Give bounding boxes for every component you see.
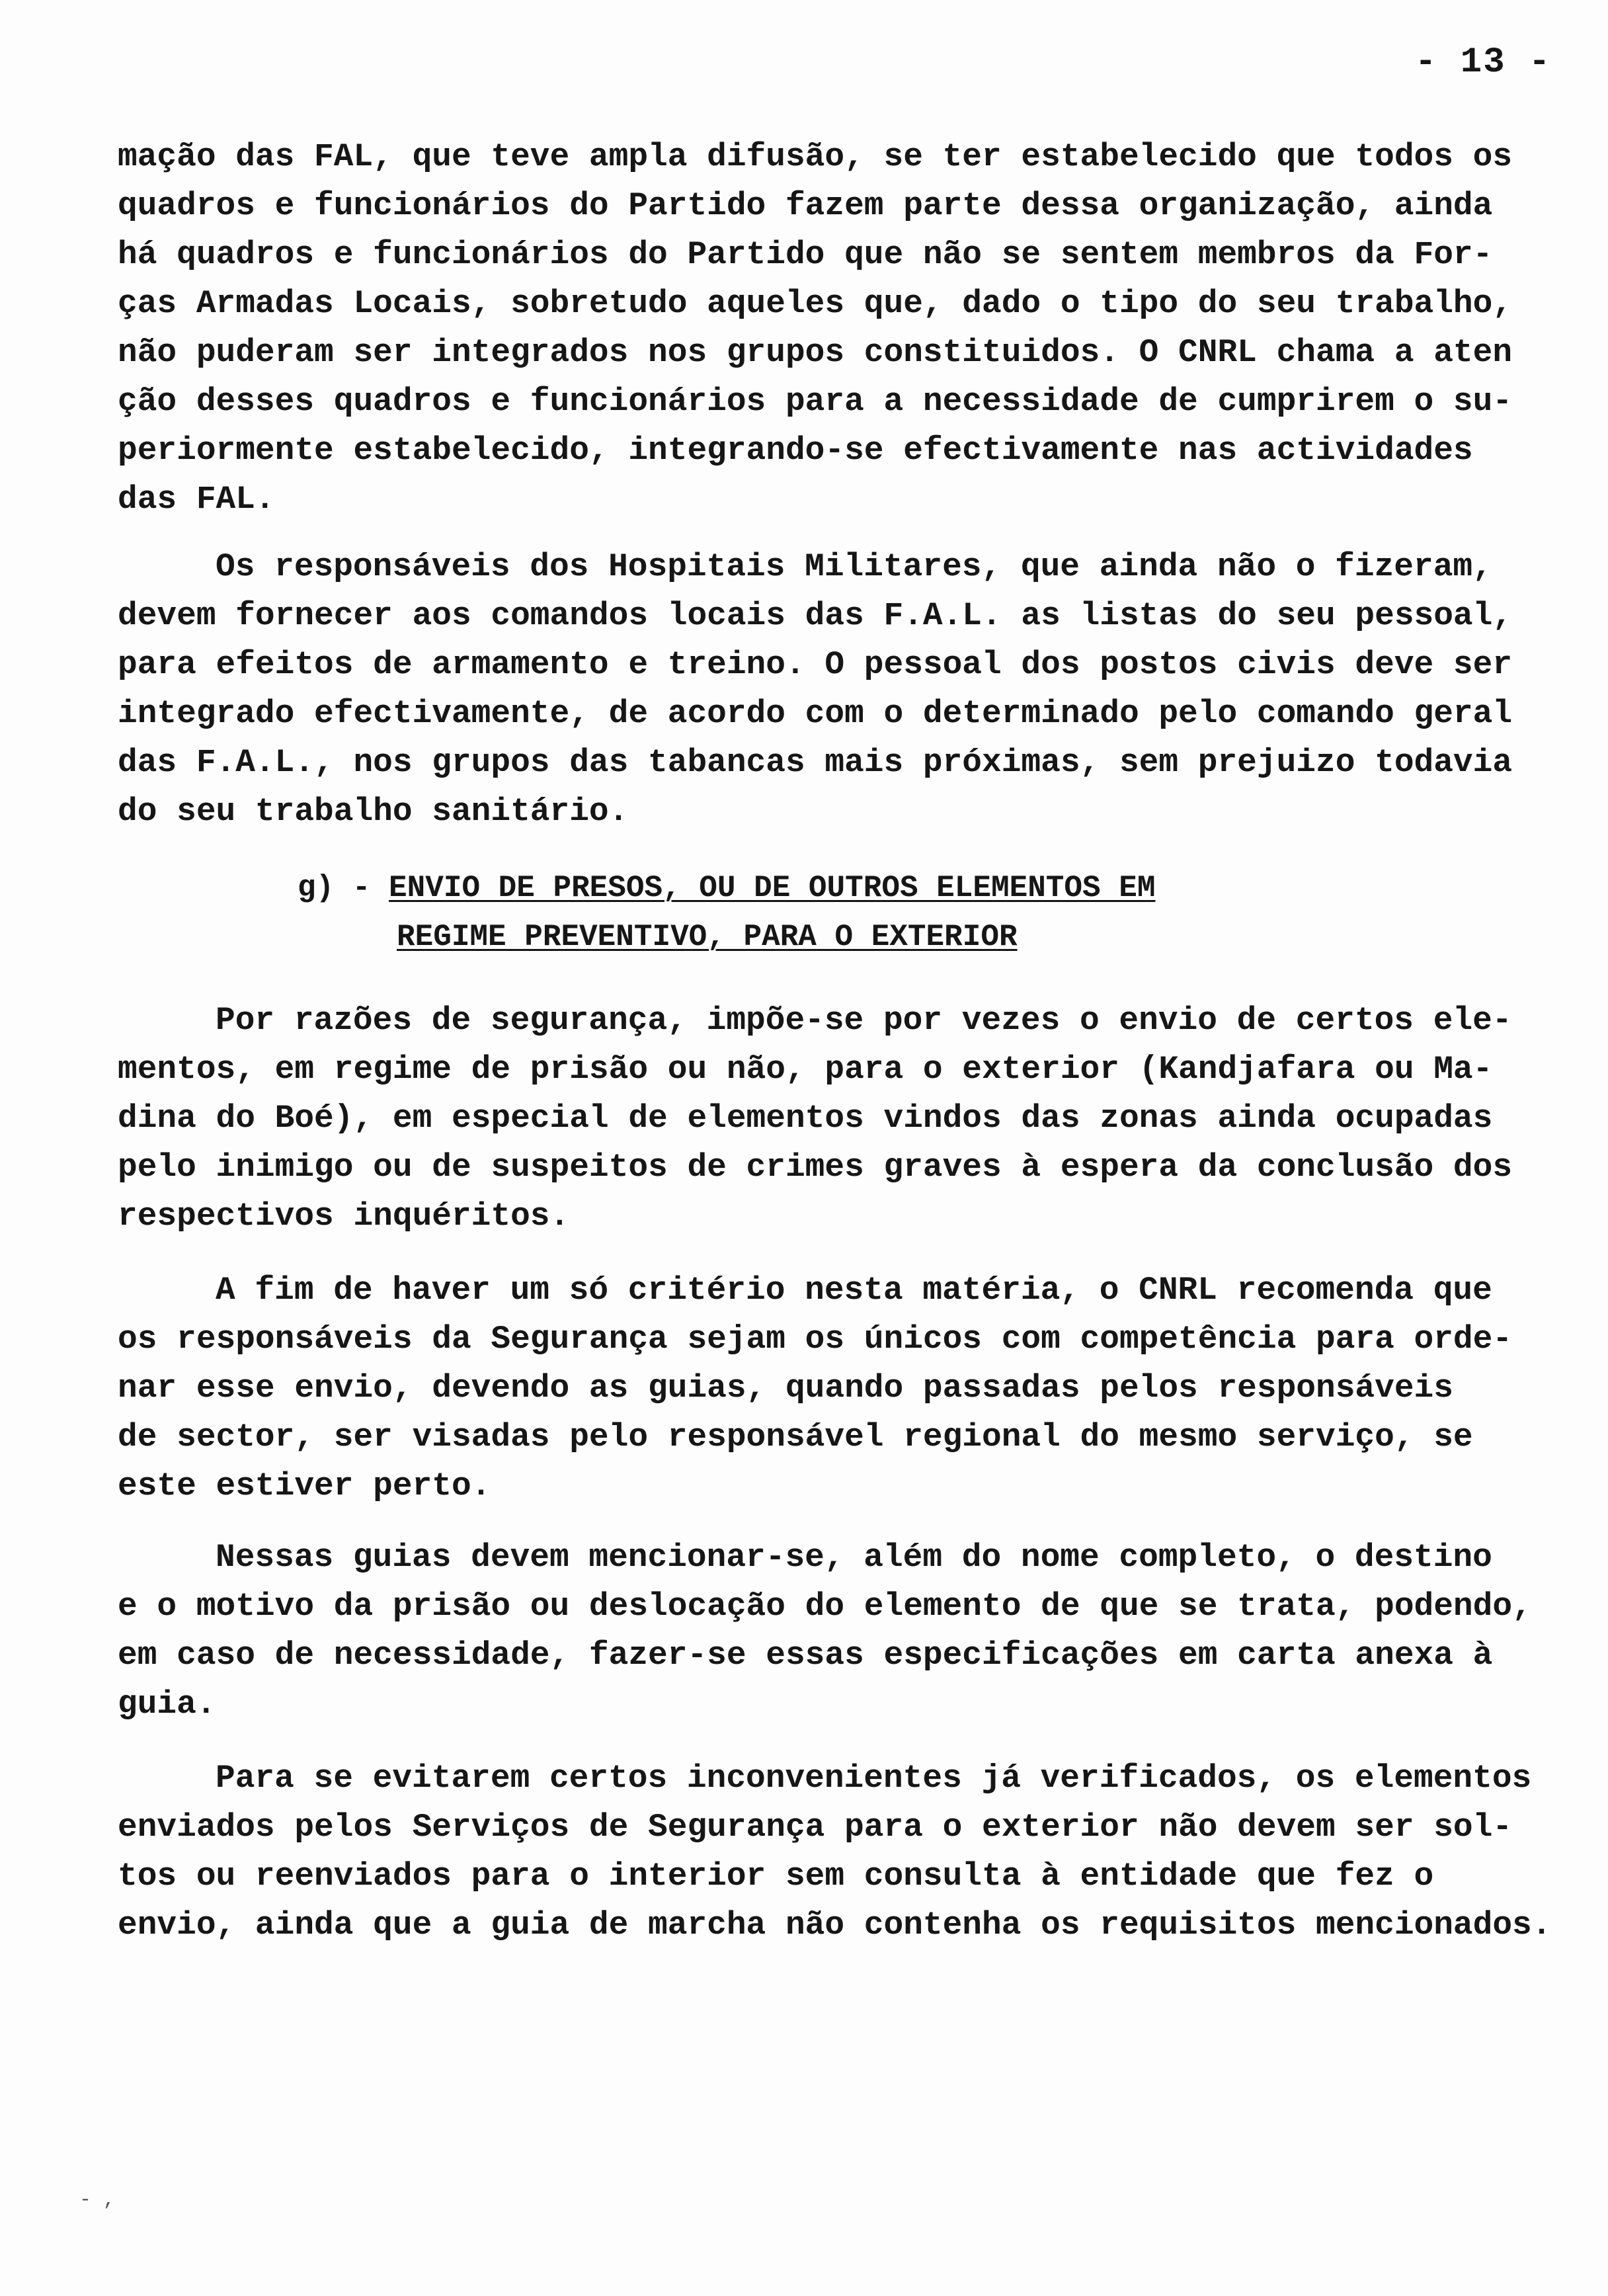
text-line: guia.: [118, 1686, 216, 1723]
section-heading: [298, 864, 1422, 962]
text-line: há quadros e funcionários do Partido que não se sentem membros da For-: [118, 236, 1493, 273]
text-line: do seu trabalho sanitário.: [118, 793, 629, 830]
text-line: não puderam ser integrados nos grupos constituidos. O CNRL chama a aten: [118, 334, 1513, 371]
text-line: das FAL.: [118, 481, 275, 518]
text-line: Os responsáveis dos Hospitais Militares, que ainda não o fizeram,: [216, 548, 1492, 585]
text-line: para efeitos de armamento e treino. O pessoal dos postos civis deve ser: [118, 646, 1513, 683]
paragraph-inconveniences: [118, 1754, 1552, 1949]
text-line: periormente estabelecido, integrando-se efectivamente nas actividades: [118, 432, 1473, 469]
page-number: - 13 -: [1415, 42, 1552, 83]
text-line: nar esse envio, devendo as guias, quando passadas pelos responsáveis: [118, 1370, 1453, 1407]
text-line: ças Armadas Locais, sobretudo aqueles que, dado o tipo do seu trabalho,: [118, 285, 1513, 322]
text-line: ção desses quadros e funcionários para a necessidade de cumprirem o su-: [118, 383, 1513, 420]
text-line: devem fornecer aos comandos locais das F.A.L. as listas do seu pessoal,: [118, 597, 1513, 634]
text-line: e o motivo da prisão ou deslocação do elemento de que se trata, podendo,: [118, 1588, 1532, 1625]
text-line: mação das FAL, que teve ampla difusão, se ter estabelecido que todos os: [118, 138, 1513, 175]
text-line: em caso de necessidade, fazer-se essas especificações em carta anexa à: [118, 1637, 1493, 1674]
section-heading-prefix: g) -: [298, 871, 389, 905]
margin-mark: - ,: [79, 2189, 116, 2211]
section-heading-line-1: [298, 864, 1422, 913]
text-line: Para se evitarem certos inconvenientes já verificados, os elementos: [216, 1760, 1532, 1797]
paragraph-single-criterion: [118, 1266, 1546, 1510]
text-line: envio, ainda que a guia de marcha não contenha os requisitos mencionados.: [118, 1906, 1552, 1944]
text-line: este estiver perto.: [118, 1467, 491, 1504]
section-heading-title: ENVIO DE PRESOS, OU DE OUTROS ELEMENTOS EM: [389, 871, 1156, 905]
text-line: quadros e funcionários do Partido fazem parte dessa organização, ainda: [118, 187, 1493, 224]
section-heading-line-2: [298, 913, 1422, 962]
paragraph-guides: [118, 1533, 1546, 1729]
text-line: tos ou reenviados para o interior sem consulta à entidade que fez o: [118, 1858, 1434, 1895]
text-line: pelo inimigo ou de suspeitos de crimes graves à espera da conclusão dos: [118, 1149, 1513, 1186]
paragraph-military-hospitals: [118, 542, 1546, 836]
text-line: Por razões de segurança, impõe-se por vezes o envio de certos ele-: [216, 1002, 1512, 1039]
text-line: integrado efectivamente, de acordo com o determinado pelo comando geral: [118, 695, 1513, 732]
section-heading-title-cont: REGIME PREVENTIVO, PARA O EXTERIOR: [397, 920, 1018, 954]
text-line: A fim de haver um só critério nesta matéria, o CNRL recomenda que: [216, 1272, 1492, 1309]
paragraph-security-reasons: [118, 996, 1546, 1241]
paragraph-fal-membership: [118, 132, 1546, 524]
text-line: mentos, em regime de prisão ou não, para o exterior (Kandjafara ou Ma-: [118, 1051, 1493, 1088]
text-line: dina do Boé), em especial de elementos vindos das zonas ainda ocupadas: [118, 1100, 1493, 1137]
text-line: das F.A.L., nos grupos das tabancas mais próximas, sem prejuizo todavia: [118, 744, 1513, 781]
text-line: Nessas guias devem mencionar-se, além do nome completo, o destino: [216, 1539, 1492, 1576]
text-line: de sector, ser visadas pelo responsável regional do mesmo serviço, se: [118, 1418, 1473, 1456]
text-line: os responsáveis da Segurança sejam os únicos com competência para orde-: [118, 1321, 1513, 1358]
text-line: enviados pelos Serviços de Segurança para o exterior não devem ser sol-: [118, 1809, 1513, 1846]
text-line: respectivos inquéritos.: [118, 1198, 570, 1235]
